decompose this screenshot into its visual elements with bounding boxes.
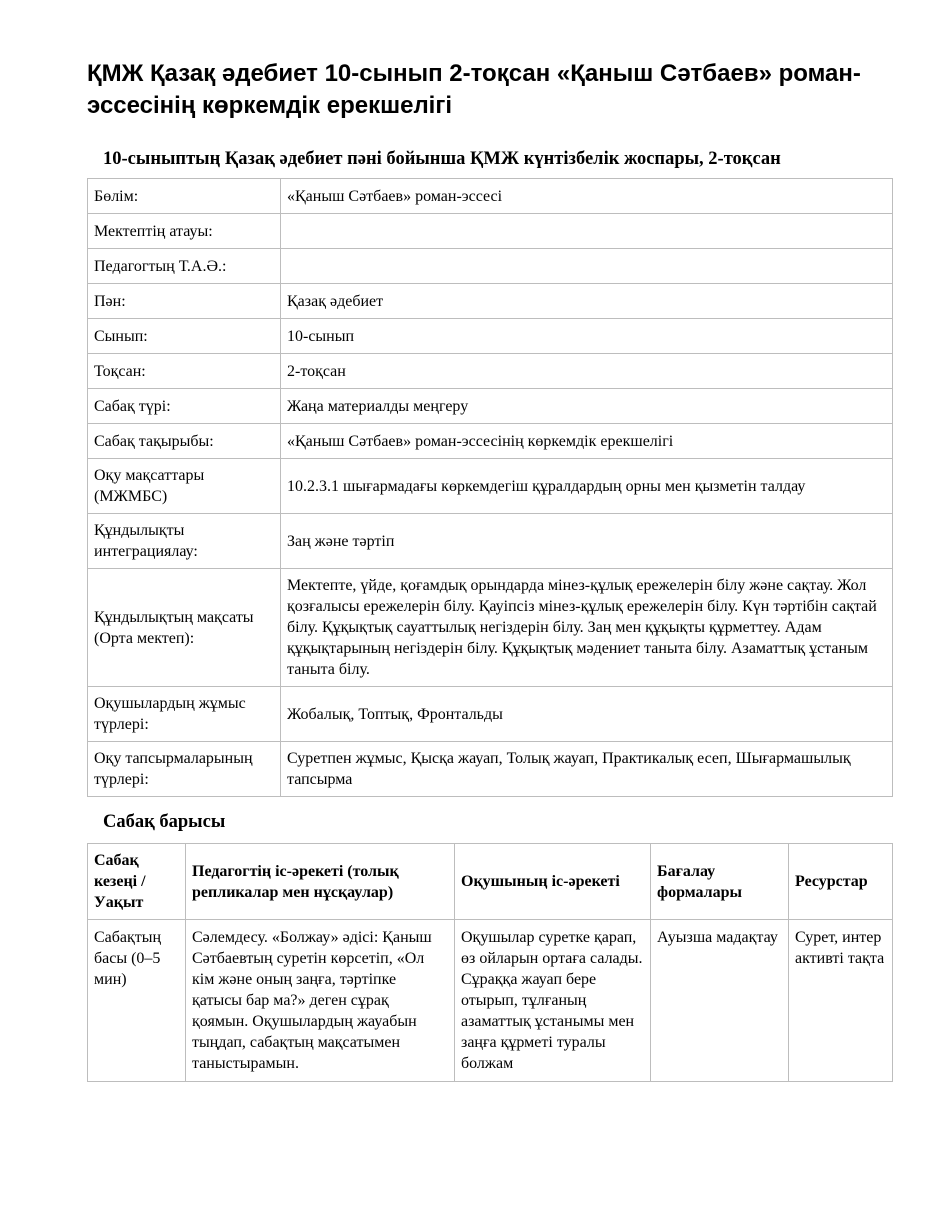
cell-teacher-activity: Сәлемдесу. «Болжау» әдісі: Қаныш Сәтбаевтың суретін көрсетіп, «Ол кім және оның заңға, тәртіпке қатысы бар ма?» деген сұрақ қоямын. Оқушылардың жауабын тыңдап, сабақтың мақсатымен таныстырамын.	[186, 920, 455, 1082]
info-row	[88, 742, 893, 797]
info-label: Оқушылардың жұмыс түрлері:	[88, 687, 281, 742]
info-value	[281, 214, 893, 249]
lesson-flow-table	[87, 843, 893, 1082]
cell-assessment: Ауызша мадақтау	[651, 920, 789, 1082]
info-label: Құндылықтың мақсаты (Орта мектеп):	[88, 569, 281, 687]
info-label: Пән:	[88, 284, 281, 319]
info-row	[88, 214, 893, 249]
cell-student-activity: Оқушылар суретке қарап, өз ойларын ортаға салады. Сұраққа жауап бере отырып, тұлғаның азаматтық ұстанымы мен заңға құрметі туралы болжам	[455, 920, 651, 1082]
lesson-table-row	[88, 920, 893, 1082]
info-row	[88, 459, 893, 514]
info-label: Педагогтың Т.А.Ә.:	[88, 249, 281, 284]
info-label: Оқу тапсырмаларының түрлері:	[88, 742, 281, 797]
info-label: Оқу мақсаттары (МЖМБС)	[88, 459, 281, 514]
header-resources: Ресурстар	[789, 844, 893, 920]
info-row	[88, 319, 893, 354]
header-student-activity: Оқушының іс-әрекеті	[455, 844, 651, 920]
info-label: Сабақ тақырыбы:	[88, 424, 281, 459]
info-label: Мектептің атауы:	[88, 214, 281, 249]
info-row	[88, 687, 893, 742]
lesson-info-table	[87, 178, 893, 797]
info-value: 10.2.3.1 шығармадағы көркемдегіш құралдардың орны мен қызметін талдау	[281, 459, 893, 514]
info-row	[88, 514, 893, 569]
plan-heading: 10-сыныптың Қазақ әдебиет пәні бойынша ҚМЖ күнтізбелік жоспары, 2-тоқсан	[103, 149, 781, 169]
document-page	[87, 58, 893, 1082]
info-row	[88, 424, 893, 459]
info-row	[88, 179, 893, 214]
info-label: Сынып:	[88, 319, 281, 354]
info-value: Мектепте, үйде, қоғамдық орындарда мінез-құлық ережелерін білу және сақтау. Жол қозғалысы ережелерін білу. Қауіпсіз мінез-құлық ережелерін білу. Күн тәртібін сақтай білу. Құқықтық сауаттылық негіздерін білу. Заң мен құқықты құрметтеу. Адам құқықтарының негіздерін білу. Құқықтық мәдениет таныта білу. Азаматтық ұстаным таныта білу.	[281, 569, 893, 687]
header-teacher-activity: Педагогтің іс-әрекеті (толық репликалар мен нұсқаулар)	[186, 844, 455, 920]
lesson-flow-heading: Сабақ барысы	[103, 812, 226, 832]
info-value: Жаңа материалды меңгеру	[281, 389, 893, 424]
info-value: 2-тоқсан	[281, 354, 893, 389]
info-value: «Қаныш Сәтбаев» роман-эссесінің көркемдік ерекшелігі	[281, 424, 893, 459]
cell-resources: Сурет, интерактивті тақта	[789, 920, 893, 1082]
lesson-table-header-row	[88, 844, 893, 920]
info-label: Сабақ түрі:	[88, 389, 281, 424]
info-value	[281, 249, 893, 284]
info-value: Жобалық, Топтық, Фронтальды	[281, 687, 893, 742]
info-label: Бөлім:	[88, 179, 281, 214]
header-stage: Сабақ кезеңі / Уақыт	[88, 844, 186, 920]
header-assessment: Бағалау формалары	[651, 844, 789, 920]
info-label: Құндылықты интеграциялау:	[88, 514, 281, 569]
info-value: «Қаныш Сәтбаев» роман-эссесі	[281, 179, 893, 214]
info-row	[88, 389, 893, 424]
info-value: Заң және тәртіп	[281, 514, 893, 569]
info-row	[88, 354, 893, 389]
info-row	[88, 569, 893, 687]
info-row	[88, 284, 893, 319]
info-row	[88, 249, 893, 284]
info-value: 10-сынып	[281, 319, 893, 354]
info-value: Суретпен жұмыс, Қысқа жауап, Толық жауап, Практикалық есеп, Шығармашылық тапсырма	[281, 742, 893, 797]
cell-stage: Сабақтың басы (0–5 мин)	[88, 920, 186, 1082]
info-value: Қазақ әдебиет	[281, 284, 893, 319]
document-title: ҚМЖ Қазақ әдебиет 10-сынып 2-тоқсан «Қаныш Сәтбаев» роман-эссесінің көркемдік ерекшелігі	[87, 60, 861, 119]
info-label: Тоқсан:	[88, 354, 281, 389]
